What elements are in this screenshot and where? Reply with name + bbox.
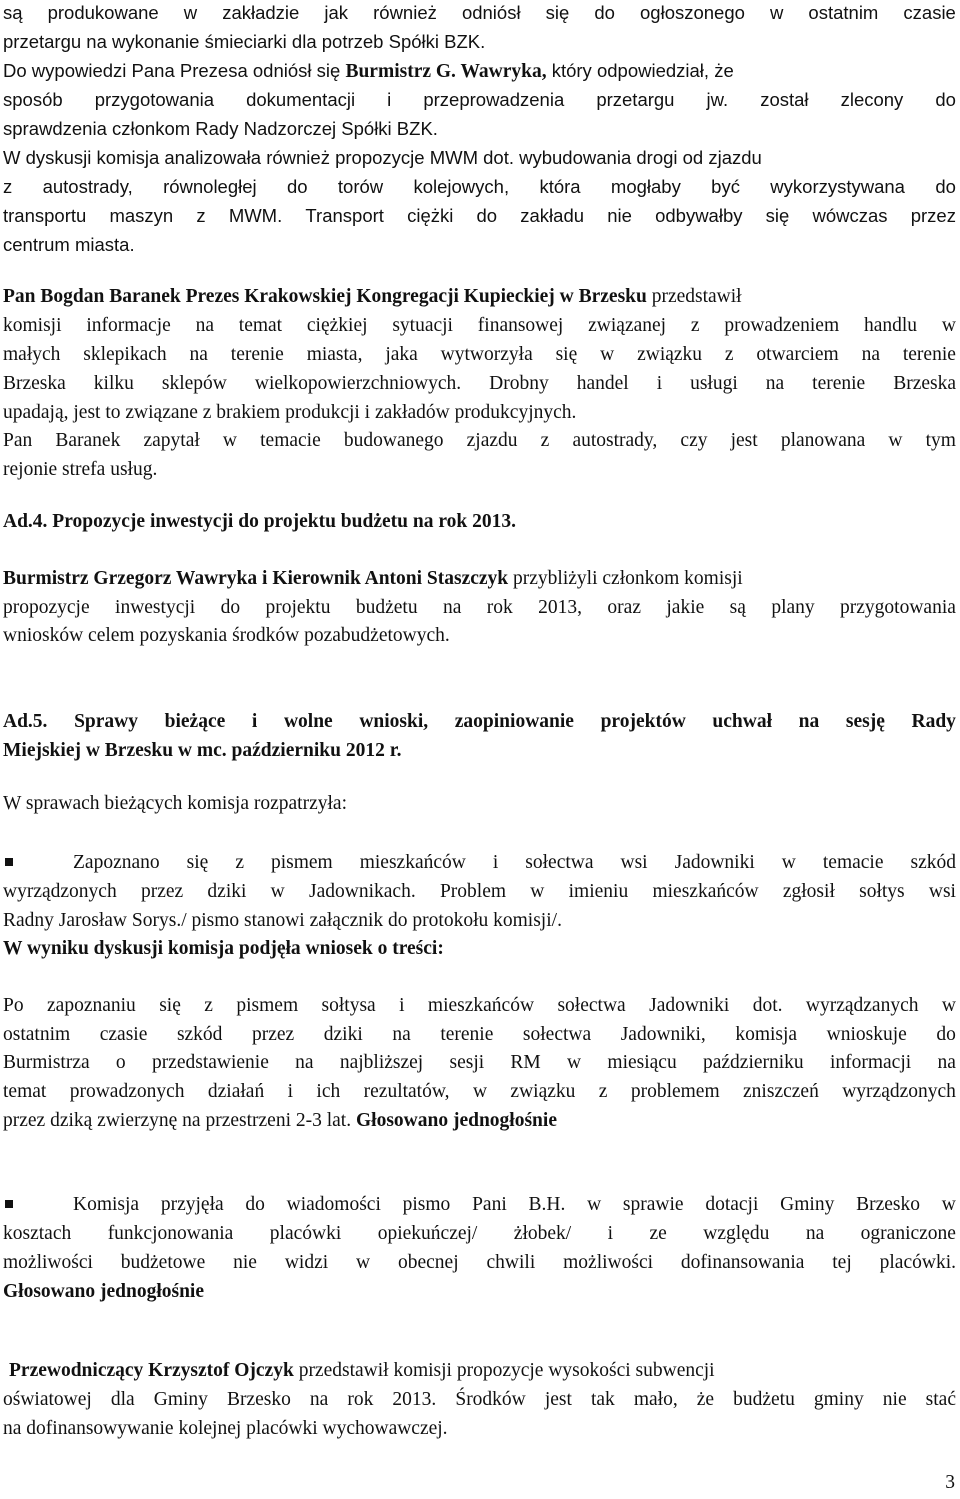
word: inwestycji [115, 597, 196, 618]
word: przetargu [596, 89, 675, 110]
word: Po [3, 995, 24, 1016]
word: zakładzie [222, 2, 300, 23]
word: torów [337, 176, 384, 197]
speaker-name: Przewodniczący Krzysztof Ojczyk [9, 1360, 294, 1381]
word: wówczas [812, 205, 888, 226]
word: wsi [928, 881, 956, 902]
word: zapoznaniu [47, 995, 136, 1016]
word: najbliższej [339, 1052, 424, 1073]
vote-result: Głosowano jednogłośnie [3, 1281, 204, 1302]
word: czasie [99, 1024, 148, 1045]
word: pismem [270, 852, 333, 873]
word: Pani [472, 1194, 507, 1215]
word: Jadowniki, [620, 1024, 706, 1045]
word: nie [233, 1252, 257, 1273]
word: temat [3, 1081, 47, 1102]
word: budżetu [355, 597, 418, 618]
word: czy [680, 430, 708, 451]
word: sołectwa [557, 995, 626, 1016]
word: do [935, 176, 956, 197]
word: kosztach [3, 1223, 72, 1244]
word: terenie [440, 1024, 494, 1045]
word: możliwości [563, 1252, 654, 1273]
word: na [861, 344, 880, 365]
text-line [3, 1221, 956, 1247]
word: jak [324, 2, 349, 23]
word: w [222, 430, 237, 451]
word: został [760, 89, 809, 110]
word: komisji [3, 315, 62, 336]
text-line [3, 87, 956, 113]
word: planowana [780, 430, 866, 451]
word: na [189, 344, 208, 365]
word: się [545, 2, 570, 23]
word: 2013. [392, 1389, 437, 1410]
text-line: Do wypowiedzi Pana Prezesa odniósł się Burmistrz G. Wawryka, który odpowiedział, że [3, 60, 734, 82]
word: wielkopowierzchniowych. [254, 373, 462, 394]
word: w [600, 344, 615, 365]
word: projektów [600, 711, 686, 732]
text-line: centrum miasta. [3, 234, 135, 255]
word: jest [544, 1389, 572, 1410]
text-line [3, 1387, 956, 1413]
text-line [3, 203, 956, 229]
word: do [476, 205, 498, 226]
word: B.H. [528, 1194, 566, 1215]
word: zaopiniowanie [454, 711, 574, 732]
word: rok [347, 1389, 374, 1410]
word: Komisja [73, 1194, 140, 1215]
word: jakie [666, 597, 705, 618]
word: Brzeska [893, 373, 956, 394]
text-line [3, 1079, 956, 1105]
word: wolne [283, 711, 333, 732]
word: na [309, 1389, 329, 1410]
text-line [3, 313, 956, 339]
word: stać [925, 1389, 956, 1410]
word: rezultatów, [363, 1081, 450, 1102]
word: prowadzeniem [724, 315, 840, 336]
word: do [935, 89, 956, 110]
word: sesję [845, 711, 885, 732]
word: możliwości [3, 1252, 93, 1273]
word: Problem [439, 881, 507, 902]
word: o [115, 1052, 126, 1073]
word: wnioski, [359, 711, 429, 732]
word: szkód [910, 852, 956, 873]
word: czasie [903, 2, 956, 23]
word: prowadzonych [69, 1081, 185, 1102]
word: oświatowej [3, 1389, 92, 1410]
word: sesji [449, 1052, 485, 1073]
word: są [729, 597, 746, 618]
word: miasta, [306, 344, 363, 365]
word: informacji [829, 1052, 912, 1073]
word: związku [510, 1081, 576, 1102]
word: w [270, 881, 285, 902]
text-line [3, 1050, 956, 1076]
word: mieszkańców [652, 881, 759, 902]
word: związku [637, 344, 703, 365]
word: się [186, 852, 209, 873]
word: i [387, 89, 392, 110]
word: na [392, 1024, 411, 1045]
word: wytworzyła [440, 344, 533, 365]
word: nie [882, 1389, 907, 1410]
word: przygotowania [840, 597, 956, 618]
word: sklepów [161, 373, 227, 394]
word: terenie [902, 344, 956, 365]
word: z [196, 205, 206, 226]
word: małych [3, 344, 61, 365]
text-line: Burmistrz Grzegorz Wawryka i Kierownik Antoni Staszczyk przybliżyli członkom komisji [3, 568, 743, 589]
word: na [195, 315, 214, 336]
bullet-square-icon [5, 858, 13, 866]
word: propozycje [3, 597, 90, 618]
word: się [555, 344, 578, 365]
word: maszyn [109, 205, 174, 226]
word: na [937, 1052, 956, 1073]
word: pismem [236, 995, 299, 1016]
word: sołtysa [321, 995, 376, 1016]
word: funkcjonowania [107, 1223, 234, 1244]
word: wyrządzonych [842, 1081, 956, 1102]
word: Jadowniki [674, 852, 755, 873]
word: w [530, 881, 545, 902]
word: bieżące [164, 711, 226, 732]
list-item [3, 850, 956, 876]
word: mało, [633, 1389, 678, 1410]
word: Sprawy [74, 711, 138, 732]
text-line: W wyniku dyskusji komisja podjęła wniosek o treści: [3, 938, 444, 959]
word: tak [590, 1389, 615, 1410]
word: i [287, 1081, 294, 1102]
text-line [3, 428, 956, 454]
word: wykorzystywana [770, 176, 905, 197]
word: rok [486, 597, 513, 618]
word: komisja [735, 1024, 798, 1045]
word: budżetu [733, 1389, 795, 1410]
word: i [399, 995, 405, 1016]
word: temacie [822, 852, 884, 873]
word: widzi [284, 1252, 329, 1273]
word: zlecony [840, 89, 904, 110]
word: RM [510, 1052, 541, 1073]
word: placówki. [879, 1252, 956, 1273]
text-line [3, 595, 956, 621]
word: projektu [265, 597, 331, 618]
word: są [3, 2, 23, 23]
word: oraz [607, 597, 641, 618]
word: również [373, 2, 437, 23]
word: Jadownikach. [309, 881, 416, 902]
text-line [3, 1250, 956, 1276]
mayor-name: Burmistrz G. Wawryka, [345, 61, 547, 82]
word: plany [771, 597, 815, 618]
word: tej [832, 1252, 852, 1273]
word: Drobny [489, 373, 549, 394]
word: mieszkańców [359, 852, 466, 873]
text-line: przetargu na wykonanie śmieciarki dla potrzeb Spółki BZK. [3, 31, 486, 52]
word: nie [607, 205, 632, 226]
vote-result: Głosowano jednogłośnie [355, 1110, 557, 1131]
word: ciężkiej [306, 315, 368, 336]
text-line: W dyskusji komisja analizowała również propozycje MWM dot. wybudowania drogi od zjazdu [3, 147, 762, 168]
word: być [711, 176, 740, 197]
word: jest [730, 430, 758, 451]
word: Burmistrza [3, 1052, 90, 1073]
word: ze [649, 1223, 667, 1244]
word: temacie [260, 430, 321, 451]
word: która [539, 176, 581, 197]
word: ograniczone [860, 1223, 956, 1244]
word: uchwał [712, 711, 773, 732]
word: w [781, 852, 796, 873]
word: październiku [702, 1052, 804, 1073]
word: z [235, 852, 244, 873]
word: zakładu [520, 205, 585, 226]
word: ostatnim [808, 2, 879, 23]
word: Brzesko [856, 1194, 920, 1215]
word: przez [252, 1024, 295, 1045]
word: wnioskuje [826, 1024, 907, 1045]
word: ich [316, 1081, 341, 1102]
word: obecnej [398, 1252, 459, 1273]
text-line: W sprawach bieżących komisja rozpatrzyła: [3, 793, 347, 814]
text-line: rejonie strefa usług. [3, 459, 158, 480]
word: że [696, 1389, 715, 1410]
word: przeprowadzenia [423, 89, 565, 110]
word: na [295, 1052, 314, 1073]
word: sołtys [859, 881, 905, 902]
word: w [769, 2, 784, 23]
word: sposób [3, 89, 63, 110]
word: Transport [305, 205, 384, 226]
word: Ad.5. [3, 711, 48, 732]
word: mogłaby [610, 176, 681, 197]
word: wsi [620, 852, 648, 873]
word: pismo [402, 1194, 451, 1215]
word: imieniu [568, 881, 629, 902]
word: i [251, 711, 258, 732]
speaker-name: Burmistrz Grzegorz Wawryka i Kierownik Antoni Staszczyk [3, 568, 509, 589]
word: finansowej [477, 315, 564, 336]
word: w [941, 1194, 956, 1215]
word: do [594, 2, 615, 23]
word: z [540, 430, 550, 451]
word: odbywałby [655, 205, 743, 226]
word: handel [576, 373, 629, 394]
word: dotacji [705, 1194, 759, 1215]
word: żłobek/ [513, 1223, 572, 1244]
word: mieszkańców [427, 995, 535, 1016]
word: przyjęła [160, 1194, 224, 1215]
word: do [220, 597, 241, 618]
text-line [3, 371, 956, 397]
list-item [3, 1192, 956, 1218]
word: miesiącu [607, 1052, 677, 1073]
word: na [798, 711, 820, 732]
word: z [724, 344, 734, 365]
bullet-square-icon [5, 1200, 13, 1208]
speaker-name: Pan Bogdan Baranek Prezes Krakowskiej Kongregacji Kupieckiej w Brzesku [3, 286, 647, 307]
word: w [356, 1252, 371, 1273]
word: sołectwa [522, 1024, 592, 1045]
word: problemem [630, 1081, 720, 1102]
word: na [805, 1223, 825, 1244]
word: w [472, 1081, 488, 1102]
word: dofinansowania [680, 1252, 805, 1273]
word: sprawie [622, 1194, 684, 1215]
word: dziki [323, 1024, 363, 1045]
word: Środków [455, 1389, 526, 1410]
text-line: Radny Jarosław Sorys./ pismo stanowi załącznik do protokołu komisji/. [3, 910, 562, 931]
text-line: wniosków celem pozyskania środków pozabudżetowych. [3, 625, 450, 646]
text-line: sprawdzenia członkom Rady Nadzorczej Spółki BZK. [3, 118, 438, 139]
word: kolejowych, [413, 176, 510, 197]
word: gminy [813, 1389, 864, 1410]
word: z [598, 1081, 608, 1102]
word: z [690, 315, 700, 336]
word: do [245, 1194, 265, 1215]
word: w [567, 1052, 582, 1073]
word: w [941, 315, 956, 336]
word: zapytał [143, 430, 200, 451]
word: MWM. [228, 205, 283, 226]
word: w [183, 2, 198, 23]
word: Pan [3, 430, 33, 451]
word: i [607, 1223, 614, 1244]
word: przygotowania [94, 89, 215, 110]
word: dziki [207, 881, 247, 902]
word: Brzesko [226, 1389, 291, 1410]
word: w [888, 430, 903, 451]
text-line: upadają, jest to związane z brakiem produkcji i zakładów produkcyjnych. [3, 402, 577, 423]
word: Baranek [55, 430, 121, 451]
word: odniósł [461, 2, 521, 23]
word: jw. [706, 89, 729, 110]
word: zjazdu [466, 430, 518, 451]
word: ciężki [407, 205, 454, 226]
text-line: przez dziką zwierzynę na przestrzeni 2-3 lat. Głosowano jednogłośnie [3, 1110, 557, 1131]
word: jaka [385, 344, 418, 365]
word: wyrządzanych [805, 995, 919, 1016]
word: w [941, 995, 956, 1016]
word: przez [910, 205, 956, 226]
section-heading: Miejskiej w Brzesku w mc. październiku 2012 r. [3, 740, 402, 761]
word: do [286, 176, 308, 197]
text-line: Przewodniczący Krzysztof Ojczyk przedstawił komisji propozycje wysokości subwencji [9, 1360, 715, 1381]
word: równoległej [163, 176, 257, 197]
word: na [765, 373, 785, 394]
word: Rady [911, 711, 956, 732]
word: chwili [486, 1252, 536, 1273]
word: dot. [752, 995, 783, 1016]
word: kilku [93, 373, 134, 394]
word: wiadomości [286, 1194, 381, 1215]
word: budowanego [343, 430, 444, 451]
word: zgłosił [782, 881, 835, 902]
word: sołectwa [525, 852, 594, 873]
text-line [3, 0, 956, 26]
word: budżetowe [120, 1252, 206, 1273]
word: temat [238, 315, 283, 336]
word: transportu [3, 205, 87, 226]
word: związanej [588, 315, 667, 336]
section-heading [3, 709, 956, 735]
word: i [492, 852, 499, 873]
word: przez [140, 881, 184, 902]
word: wyrządzonych [3, 881, 117, 902]
word: opiekuńczej/ [377, 1223, 478, 1244]
word: Gminy [780, 1194, 835, 1215]
word: sytuacji [392, 315, 453, 336]
word: tym [925, 430, 956, 451]
word: z [3, 176, 13, 197]
word: dokumentacji [246, 89, 356, 110]
word: zniszczeń [743, 1081, 819, 1102]
word: przedstawienie [151, 1052, 269, 1073]
word: otwarciem [756, 344, 839, 365]
word: szkód [176, 1024, 223, 1045]
word: sklepikach [83, 344, 167, 365]
word: Zapoznano [73, 852, 160, 873]
word: handlu [863, 315, 918, 336]
word: autostrady, [42, 176, 133, 197]
text-line [3, 993, 956, 1019]
word: się [159, 995, 181, 1016]
word: z [204, 995, 213, 1016]
word: terenie [812, 373, 866, 394]
word: względu [703, 1223, 770, 1244]
word: informacje [86, 315, 171, 336]
word: placówki [269, 1223, 342, 1244]
text-line [3, 342, 956, 368]
word: ostatnim [3, 1024, 71, 1045]
word: terenie [230, 344, 284, 365]
word: Gminy [153, 1389, 208, 1410]
word: Jadowniki [649, 995, 730, 1016]
page-number: 3 [945, 1472, 955, 1493]
word: dla [110, 1389, 135, 1410]
word: na [442, 597, 462, 618]
word: autostrady, [572, 430, 658, 451]
word: do [936, 1024, 956, 1045]
text-line [3, 174, 956, 200]
word: w [587, 1194, 602, 1215]
word: działań [207, 1081, 265, 1102]
word: Brzeska [3, 373, 66, 394]
word: produkowane [47, 2, 159, 23]
word: usługi [690, 373, 738, 394]
text-line [3, 1022, 956, 1048]
text-line: na dofinansowywanie kolejnej placówki wychowawczej. [3, 1418, 448, 1439]
word: 2013, [538, 597, 583, 618]
text-line [3, 879, 956, 905]
word: i [656, 373, 663, 394]
text-line: Pan Bogdan Baranek Prezes Krakowskiej Kongregacji Kupieckiej w Brzesku przedstawił [3, 286, 742, 307]
word: ogłoszonego [640, 2, 745, 23]
word: się [765, 205, 790, 226]
section-heading: Ad.4. Propozycje inwestycji do projektu budżetu na rok 2013. [3, 511, 516, 532]
